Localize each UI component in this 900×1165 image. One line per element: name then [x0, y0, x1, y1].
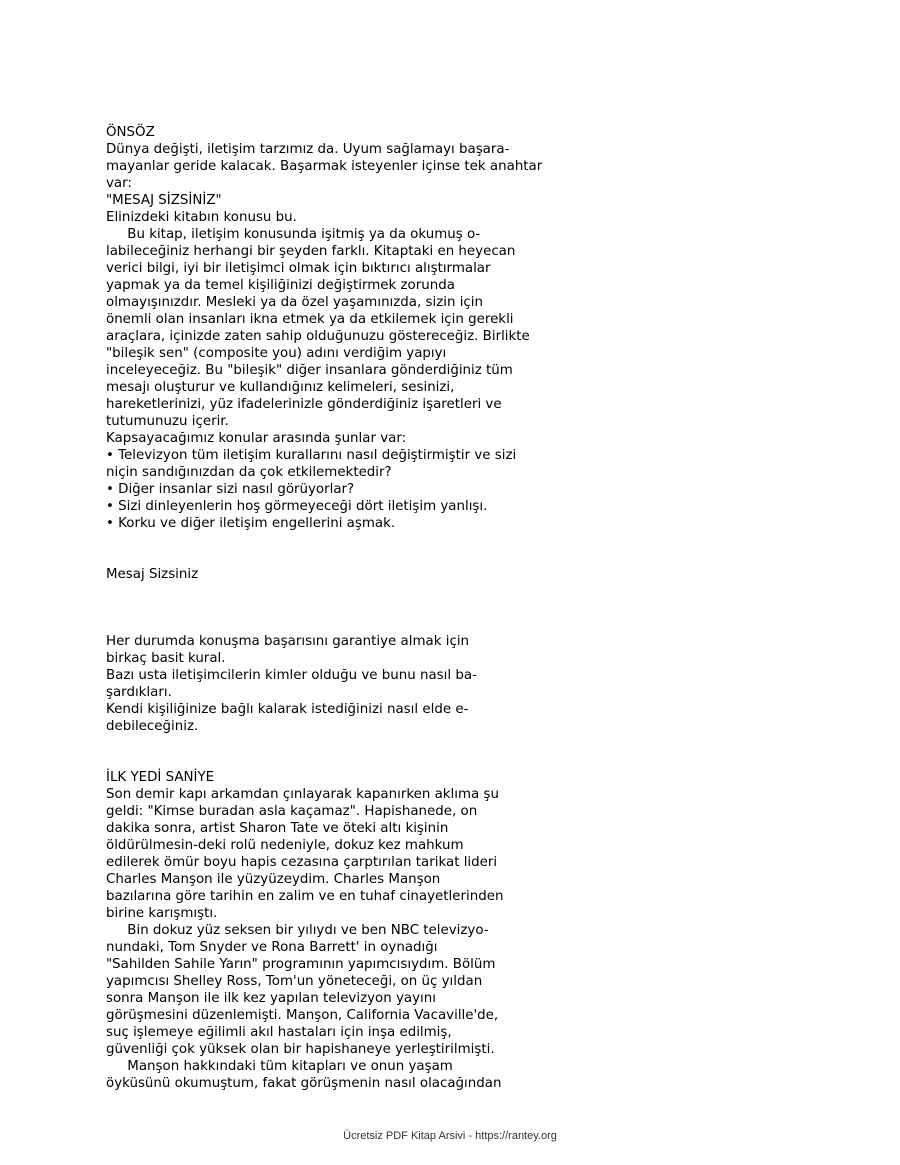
text-line: labileceğiniz herhangi bir şeyden farklı. Kitaptaki en heyecan [106, 244, 516, 259]
text-line: Charles Manşon ile yüzyüzeydim. Charles Manşon [106, 872, 441, 887]
chapter-heading: İLK YEDİ SANİYE [106, 770, 215, 785]
text-line: edilerek ömür boyu hapis cezasına çarptırılan tarikat lideri [106, 855, 498, 870]
text-line: dakika sonra, artist Sharon Tate ve öteki altı kişinin [106, 821, 449, 836]
text-line: "MESAJ SİZSİNİZ" [106, 193, 222, 208]
bullet-item: • Korku ve diğer iletişim engellerini aşmak. [106, 516, 396, 531]
text-line: geldi: "Kimse buradan asla kaçamaz". Hapishanede, on [106, 804, 478, 819]
text-line: görüşmesini düzenlemişti. Manşon, California Vacaville'de, [106, 1008, 499, 1023]
text-line: hareketlerinizi, yüz ifadelerinizle gönderdiğiniz işaretleri ve [106, 397, 502, 412]
text-line: inceleyeceğiz. Bu "bileşik" diğer insanlara gönderdiğiniz tüm [106, 363, 513, 378]
text-line: yapımcısı Shelley Ross, Tom'un yöneteceği, on üç yıldan [106, 974, 483, 989]
text-line: araçlara, içinizde zaten sahip olduğunuzu göstereceğiz. Birlikte [106, 329, 530, 344]
text-line: Elinizdeki kitabın konusu bu. [106, 210, 297, 225]
text-line: Manşon hakkındaki tüm kitapları ve onun yaşam [106, 1059, 453, 1074]
text-line: Bazı usta iletişimcilerin kimler olduğu ve bunu nasıl ba- [106, 668, 477, 683]
text-line: Son demir kapı arkamdan çınlayarak kapanırken aklıma şu [106, 787, 499, 802]
text-line: nundaki, Tom Snyder ve Rona Barrett' in oynadığı [106, 940, 438, 955]
text-line: niçin sandığınızdan da çok etkilemektedir? [106, 465, 392, 480]
text-line: verici bilgi, iyi bir iletişimci olmak için bıktırıcı alıştırmalar [106, 261, 491, 276]
text-line: "bileşik sen" (composite you) adını verdiğim yapıyı [106, 346, 447, 361]
text-line: birkaç basit kural. [106, 651, 226, 666]
text-line: önemli olan insanları ikna etmek ya da etkilemek için gerekli [106, 312, 514, 327]
text-line: birine karışmıştı. [106, 906, 218, 921]
bullet-item: • Sizi dinleyenlerin hoş görmeyeceği dört iletişim yanlışı. [106, 499, 488, 514]
text-line: tutumunuzu içerir. [106, 414, 229, 429]
text-line: öldürülmesin-deki rolü nedeniyle, dokuz kez mahkum [106, 838, 464, 853]
text-line: Bin dokuz yüz seksen bir yılıydı ve ben NBC televizyo- [106, 923, 489, 938]
text-line: öyküsünü okumuştum, fakat görüşmenin nasıl olacağından [106, 1076, 502, 1091]
text-line: olmayışınızdır. Mesleki ya da özel yaşamınızda, sizin için [106, 295, 484, 310]
text-line: bazılarına göre tarihin en zalim ve en tuhaf cinayetlerinden [106, 889, 504, 904]
text-line: sonra Manşon ile ilk kez yapılan televizyon yayını [106, 991, 436, 1006]
text-line: yapmak ya da temel kişiliğinizi değiştirmek zorunda [106, 278, 455, 293]
text-line: Kendi kişiliğinize bağlı kalarak istediğinizi nasıl elde e- [106, 702, 469, 717]
text-line: debileceğiniz. [106, 719, 199, 734]
text-line: "Sahilden Sahile Yarın" programının yapımcısıydım. Bölüm [106, 957, 496, 972]
text-line: Kapsayacağımız konular arasında şunlar var: [106, 431, 407, 446]
text-line: mayanlar geride kalacak. Başarmak isteyenler içinse tek anahtar [106, 159, 543, 174]
book-title: Mesaj Sizsiniz [106, 567, 199, 582]
heading-preface: ÖNSÖZ [106, 125, 155, 140]
bullet-item: • Diğer insanlar sizi nasıl görüyorlar? [106, 482, 355, 497]
text-line: güvenliği çok yüksek olan bir hapishaneye yerleştirilmişti. [106, 1042, 495, 1057]
text-line: Dünya değişti, iletişim tarzımız da. Uyum sağlamayı başara- [106, 142, 510, 157]
text-line: şardıkları. [106, 685, 172, 700]
text-line: var: [106, 176, 132, 191]
text-line: Bu kitap, iletişim konusunda işitmiş ya da okumuş o- [106, 227, 481, 242]
page-footer: Ücretsiz PDF Kitap Arsivi - https://rantey.org [343, 1130, 557, 1142]
text-line: suç işlemeye eğilimli akıl hastaları için inşa edilmiş, [106, 1025, 452, 1040]
text-line: mesajı oluşturur ve kullandığınız kelimeleri, sesinizi, [106, 380, 455, 395]
bullet-item: • Televizyon tüm iletişim kurallarını nasıl değiştirmiştir ve sizi [106, 448, 517, 463]
text-line: Her durumda konuşma başarısını garantiye almak için [106, 634, 470, 649]
